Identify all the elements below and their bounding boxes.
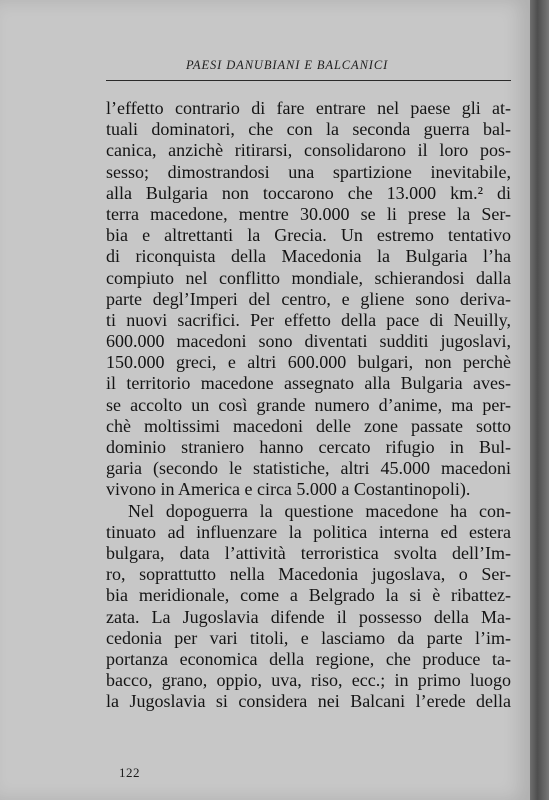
text-line: sesso; dimostrandosi una spartizione inevitabile, <box>106 161 511 182</box>
text-line: garia (secondo le statistiche, altri 45.000 macedoni <box>106 458 511 479</box>
text-line: bia e altrettanti la Grecia. Un estremo tentativo <box>106 225 511 246</box>
page-edge-shadow <box>530 0 549 800</box>
text-line: tuali dominatori, che con la seconda guerra bal- <box>106 119 511 140</box>
text-line: Nel dopoguerra la questione macedone ha con- <box>128 500 511 521</box>
page-number: 122 <box>119 765 140 780</box>
running-header: PAESI DANUBIANI E BALCANICI <box>186 58 389 72</box>
text-line: portanza economica della regione, che produce ta- <box>106 648 511 669</box>
text-line: compiuto nel conflitto mondiale, schierandosi dalla <box>106 267 511 288</box>
text-line: cedonia per vari titoli, e lasciamo da parte l’im- <box>106 627 511 648</box>
text-line: l’effetto contrario di fare entrare nel paese gli at- <box>106 98 511 118</box>
text-line: di riconquista della Macedonia la Bulgaria l’ha <box>106 246 511 267</box>
body-text <box>106 98 511 712</box>
text-line: chè moltissimi macedoni delle zone passate sotto <box>106 415 511 436</box>
text-line: parte degl’Imperi del centro, e gliene sono deriva- <box>106 288 511 309</box>
text-line: tinuato ad influenzare la politica interna ed estera <box>106 521 511 542</box>
header-rule <box>106 80 511 81</box>
text-line: la Jugoslavia si considera nei Balcani l’erede della <box>106 691 511 712</box>
text-line: alla Bulgaria non toccarono che 13.000 km.² di <box>106 182 511 203</box>
text-line: dominio straniero hanno cercato rifugio in Bul- <box>106 437 511 457</box>
text-line: bia meridionale, come a Belgrado la si è ribattez- <box>106 585 511 606</box>
text-line: canica, anzichè ritirarsi, consolidarono il loro pos- <box>106 140 511 161</box>
text-line: ro, soprattutto nella Macedonia jugoslava, o Ser- <box>106 564 511 585</box>
text-line: zata. La Jugoslavia difende il possesso della Ma- <box>106 606 511 627</box>
paragraph-1 <box>106 98 511 501</box>
text-line: bacco, grano, oppio, uva, riso, ecc.; in primo luogo <box>106 670 511 691</box>
text-line: vivono in America e circa 5.000 a Costantinopoli). <box>106 479 471 500</box>
text-line: se accolto un così grande numero d’anime, ma per- <box>106 394 511 415</box>
text-line: bulgara, data l’attività terroristica svolta dell’Im- <box>106 542 511 563</box>
text-line: 150.000 greci, e altri 600.000 bulgari, non perchè <box>106 352 511 373</box>
paragraph-2 <box>106 501 511 713</box>
text-line: ti nuovi sacrifici. Per effetto della pace di Neuilly, <box>106 309 511 330</box>
text-line: terra macedone, mentre 30.000 se li prese la Ser- <box>106 203 511 224</box>
text-line: il territorio macedone assegnato alla Bulgaria aves- <box>106 373 511 394</box>
text-line: 600.000 macedoni sono diventati sudditi jugoslavi, <box>106 331 511 352</box>
